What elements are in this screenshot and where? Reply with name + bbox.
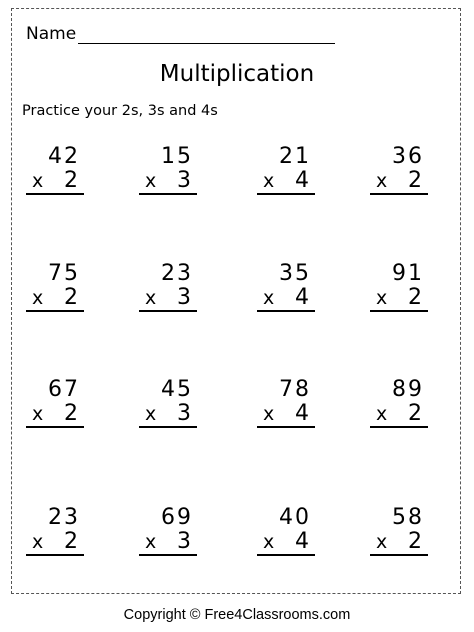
answer-line[interactable]: [257, 310, 315, 312]
multiplicand: 67: [48, 377, 80, 402]
multiplier-row: [259, 287, 315, 309]
multiplier: 2: [408, 401, 422, 426]
problem-3-2: [139, 378, 199, 438]
worksheet-title: Multiplication: [159, 61, 315, 87]
answer-line[interactable]: [370, 193, 428, 195]
multiplier-row: [141, 170, 197, 192]
problem-1-1: [26, 145, 86, 205]
answer-line[interactable]: [139, 426, 197, 428]
multiplicand: 36: [392, 144, 424, 169]
multiplicand: 89: [392, 377, 424, 402]
multiplier: 2: [408, 529, 422, 554]
multiplier-row: [372, 531, 428, 553]
times-symbol: x: [32, 170, 44, 192]
multiplicand: 42: [48, 144, 80, 169]
answer-line[interactable]: [26, 554, 84, 556]
answer-line[interactable]: [139, 193, 197, 195]
multiplicand: 21: [279, 144, 311, 169]
problem-4-3: [257, 506, 317, 566]
times-symbol: x: [145, 170, 157, 192]
multiplier: 2: [64, 285, 78, 310]
multiplier: 2: [408, 285, 422, 310]
multiplicand: 75: [48, 261, 80, 286]
times-symbol: x: [145, 287, 157, 309]
times-symbol: x: [32, 403, 44, 425]
times-symbol: x: [263, 170, 275, 192]
multiplier-row: [28, 531, 84, 553]
answer-line[interactable]: [257, 426, 315, 428]
answer-line[interactable]: [139, 310, 197, 312]
multiplicand: 78: [279, 377, 311, 402]
problem-1-4: [370, 145, 430, 205]
multiplier-row: [141, 403, 197, 425]
times-symbol: x: [376, 170, 388, 192]
answer-line[interactable]: [257, 193, 315, 195]
problem-4-4: [370, 506, 430, 566]
answer-line[interactable]: [26, 426, 84, 428]
multiplier: 4: [295, 168, 309, 193]
name-row: [26, 24, 335, 44]
answer-line[interactable]: [370, 310, 428, 312]
multiplier-row: [372, 287, 428, 309]
multiplier-row: [372, 403, 428, 425]
problem-2-2: [139, 262, 199, 322]
multiplier-row: [259, 403, 315, 425]
times-symbol: x: [263, 531, 275, 553]
multiplicand: 35: [279, 261, 311, 286]
times-symbol: x: [145, 403, 157, 425]
copyright-text: Copyright © Free4Classrooms.com: [123, 607, 351, 623]
multiplier: 3: [177, 401, 191, 426]
multiplicand: 45: [161, 377, 193, 402]
multiplicand: 15: [161, 144, 193, 169]
problem-1-2: [139, 145, 199, 205]
multiplier-row: [141, 287, 197, 309]
answer-line[interactable]: [370, 426, 428, 428]
multiplicand: 23: [161, 261, 193, 286]
multiplicand: 91: [392, 261, 424, 286]
instructions: Practice your 2s, 3s and 4s: [22, 103, 218, 119]
multiplicand: 58: [392, 505, 424, 530]
multiplier-row: [28, 287, 84, 309]
multiplier: 4: [295, 401, 309, 426]
multiplicand: 23: [48, 505, 80, 530]
problem-1-3: [257, 145, 317, 205]
multiplier: 3: [177, 168, 191, 193]
multiplier-row: [141, 531, 197, 553]
answer-line[interactable]: [26, 193, 84, 195]
multiplier: 2: [64, 168, 78, 193]
problem-2-1: [26, 262, 86, 322]
times-symbol: x: [32, 287, 44, 309]
multiplier: 4: [295, 285, 309, 310]
problem-3-3: [257, 378, 317, 438]
multiplier: 4: [295, 529, 309, 554]
multiplier-row: [28, 403, 84, 425]
multiplier: 2: [64, 401, 78, 426]
multiplier: 2: [408, 168, 422, 193]
problem-4-2: [139, 506, 199, 566]
problem-2-4: [370, 262, 430, 322]
times-symbol: x: [376, 287, 388, 309]
times-symbol: x: [263, 403, 275, 425]
multiplier-row: [28, 170, 84, 192]
answer-line[interactable]: [26, 310, 84, 312]
problem-4-1: [26, 506, 86, 566]
times-symbol: x: [32, 531, 44, 553]
multiplier-row: [372, 170, 428, 192]
multiplier: 2: [64, 529, 78, 554]
times-symbol: x: [376, 403, 388, 425]
problem-2-3: [257, 262, 317, 322]
multiplier: 3: [177, 285, 191, 310]
times-symbol: x: [263, 287, 275, 309]
multiplier: 3: [177, 529, 191, 554]
multiplier-row: [259, 170, 315, 192]
multiplicand: 69: [161, 505, 193, 530]
multiplier-row: [259, 531, 315, 553]
times-symbol: x: [145, 531, 157, 553]
multiplicand: 40: [279, 505, 311, 530]
answer-line[interactable]: [257, 554, 315, 556]
times-symbol: x: [376, 531, 388, 553]
problem-3-4: [370, 378, 430, 438]
answer-line[interactable]: [370, 554, 428, 556]
answer-line[interactable]: [139, 554, 197, 556]
name-blank-line[interactable]: [78, 25, 335, 44]
problem-3-1: [26, 378, 86, 438]
name-label: Name: [26, 24, 77, 44]
